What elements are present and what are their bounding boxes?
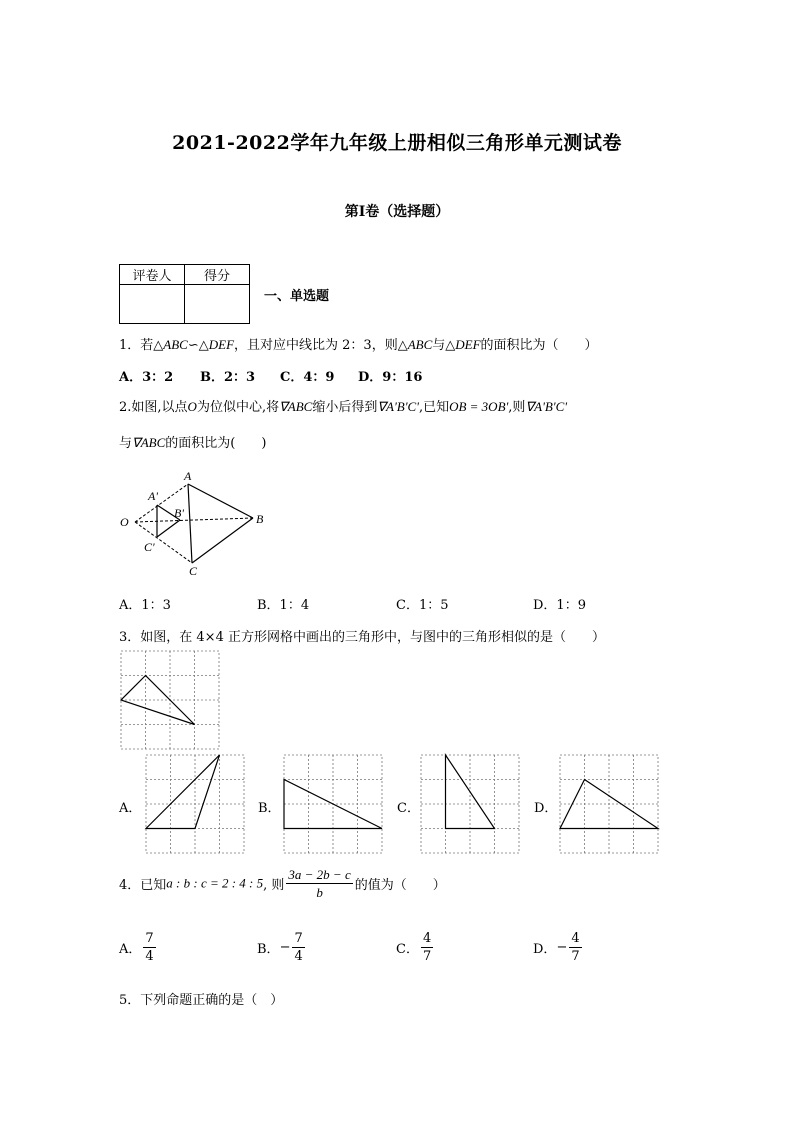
q4-option-d[interactable] bbox=[533, 930, 584, 965]
q1-option-b[interactable]: B．2：3 bbox=[200, 370, 256, 385]
q4-option-a[interactable] bbox=[119, 930, 158, 965]
question-4-text bbox=[119, 866, 446, 901]
q3-option-a-label[interactable]: A． bbox=[119, 801, 142, 816]
q4-option-c-label: C． bbox=[396, 942, 419, 957]
q3-option-b-label[interactable]: B． bbox=[258, 801, 281, 816]
q1-option-c[interactable]: C．4：9 bbox=[280, 370, 335, 385]
q2-point-o: O bbox=[187, 399, 197, 414]
q1-text-part: 1．若△ bbox=[119, 338, 164, 353]
q1-triangle-abc: ABC bbox=[163, 337, 188, 352]
page-title: 2021-2022学年九年级上册相似三角形单元测试卷 bbox=[172, 132, 622, 154]
ray-ob bbox=[135, 518, 253, 522]
q4-fraction-numerator: 3a − 2b − c bbox=[288, 867, 351, 882]
q4-ratio: a : b : c = 2 : 4 : 5 bbox=[166, 875, 264, 891]
q2-text-part: ,则 bbox=[508, 400, 526, 415]
q2-triangle-abc: ∇ABC bbox=[279, 399, 313, 414]
q1-text-part: ，且对应中线比为 2：3，则△ bbox=[234, 338, 408, 353]
q4-text-part: 4．已知 bbox=[119, 878, 167, 893]
q4-option-b-label: B． bbox=[257, 942, 280, 957]
q4-option-a-fraction bbox=[143, 930, 155, 965]
label-b-prime: B' bbox=[174, 506, 184, 520]
q4-option-c-fraction bbox=[421, 930, 433, 965]
q2-option-a[interactable]: A．1：3 bbox=[119, 598, 171, 613]
q3-option-b-grid[interactable] bbox=[284, 755, 384, 853]
q3-option-d-grid[interactable] bbox=[560, 755, 660, 853]
q4-option-b-fraction bbox=[292, 930, 304, 965]
q1-triangle-abc: ABC bbox=[407, 337, 433, 352]
q4-option-d-sign: − bbox=[556, 940, 568, 955]
score-table-header-grader: 评卷人 bbox=[120, 265, 185, 285]
q4-option-d-denominator: 7 bbox=[571, 949, 580, 964]
q4-option-b[interactable] bbox=[257, 930, 307, 965]
q2-option-c[interactable]: C．1：5 bbox=[396, 598, 449, 613]
section-heading: 一、单选题 bbox=[264, 289, 330, 304]
q1-triangle-def: DEF bbox=[455, 337, 481, 352]
section-subtitle: 第I卷（选择题） bbox=[344, 204, 450, 220]
q1-text-part: ∽△ bbox=[187, 338, 209, 353]
label-a: A bbox=[184, 469, 192, 483]
option-b-triangle bbox=[284, 780, 382, 829]
q2-text-part: 2.如图,以点 bbox=[119, 400, 188, 415]
q2-text-part: 缩小后得到 bbox=[312, 400, 378, 415]
q4-option-c[interactable] bbox=[396, 930, 435, 965]
q4-option-d-fraction bbox=[569, 930, 581, 965]
q4-option-a-denominator: 4 bbox=[145, 949, 154, 964]
q2-equation: OB = 3OB' bbox=[449, 399, 509, 414]
q2-text-part: 为位似中心,将 bbox=[196, 400, 280, 415]
q1-triangle-def: DEF bbox=[208, 337, 235, 352]
option-c-triangle bbox=[446, 755, 495, 829]
score-table-cell-grader bbox=[120, 285, 185, 324]
q2-triangle-a1b1c1: ∇A'B'C' bbox=[377, 399, 419, 414]
score-table bbox=[119, 264, 250, 324]
q1-option-a[interactable]: A．3：2 bbox=[119, 370, 174, 385]
q2-option-d[interactable]: D．1：9 bbox=[533, 598, 586, 613]
q4-option-c-numerator: 4 bbox=[422, 931, 432, 946]
question-1-text bbox=[119, 334, 598, 353]
q3-option-a-grid[interactable] bbox=[146, 755, 246, 853]
q2-option-b[interactable]: B．1：4 bbox=[257, 598, 310, 613]
q4-option-d-numerator: 4 bbox=[571, 931, 580, 946]
edge-b1c1 bbox=[157, 520, 180, 537]
q3-reference-grid bbox=[121, 651, 221, 749]
label-c: C bbox=[189, 564, 198, 578]
q3-option-d-label[interactable]: D． bbox=[534, 801, 558, 816]
q2-homothety-figure bbox=[110, 465, 280, 580]
q4-option-c-denominator: 7 bbox=[422, 949, 432, 964]
question-3-text: 3．如图，在 4×4 正方形网格中画出的三角形中，与图中的三角形相似的是（ ） bbox=[119, 630, 605, 645]
q2-triangle-a1b1c1: ∇A'B'C' bbox=[525, 399, 568, 414]
edge-ab bbox=[188, 484, 253, 518]
q3-option-c-grid[interactable] bbox=[421, 755, 521, 853]
q4-option-a-numerator: 7 bbox=[145, 931, 154, 946]
label-o: O bbox=[120, 515, 129, 529]
label-b: B bbox=[256, 512, 264, 526]
option-a-triangle bbox=[146, 755, 220, 829]
q4-option-b-numerator: 7 bbox=[294, 931, 303, 946]
label-c-prime: C' bbox=[144, 540, 155, 554]
q4-fraction-denominator: b bbox=[316, 885, 323, 900]
q2-text-part: ,已知 bbox=[418, 400, 450, 415]
q1-text-part: 的面积比为（ ） bbox=[480, 338, 598, 353]
q4-option-d-label: D． bbox=[533, 942, 557, 957]
q4-fraction bbox=[286, 866, 352, 901]
q4-text-part: , 则 bbox=[263, 878, 285, 893]
question-2-line-1 bbox=[119, 396, 567, 415]
question-2-line-2 bbox=[119, 432, 266, 451]
score-table-header-score: 得分 bbox=[185, 265, 250, 285]
q3-option-c-label[interactable]: C． bbox=[397, 801, 420, 816]
q2-triangle-abc: ∇ABC bbox=[132, 435, 166, 450]
q1-text-part: 与△ bbox=[432, 338, 456, 353]
q2-text-part: 与 bbox=[119, 436, 133, 451]
q2-text-part: 的面积比为( ) bbox=[165, 436, 267, 451]
q4-option-b-denominator: 4 bbox=[294, 949, 303, 964]
q1-option-d[interactable]: D．9：16 bbox=[358, 370, 423, 385]
q4-option-a-label: A． bbox=[119, 942, 142, 957]
edge-bc bbox=[192, 518, 253, 563]
q4-text-part: 的值为（ ） bbox=[354, 878, 446, 893]
edge-ac bbox=[188, 484, 192, 563]
q4-option-b-sign: − bbox=[279, 940, 291, 955]
score-table-cell-score bbox=[185, 285, 250, 324]
question-5-text: 5．下列命题正确的是（ ） bbox=[119, 993, 284, 1008]
label-a-prime: A' bbox=[148, 489, 158, 503]
